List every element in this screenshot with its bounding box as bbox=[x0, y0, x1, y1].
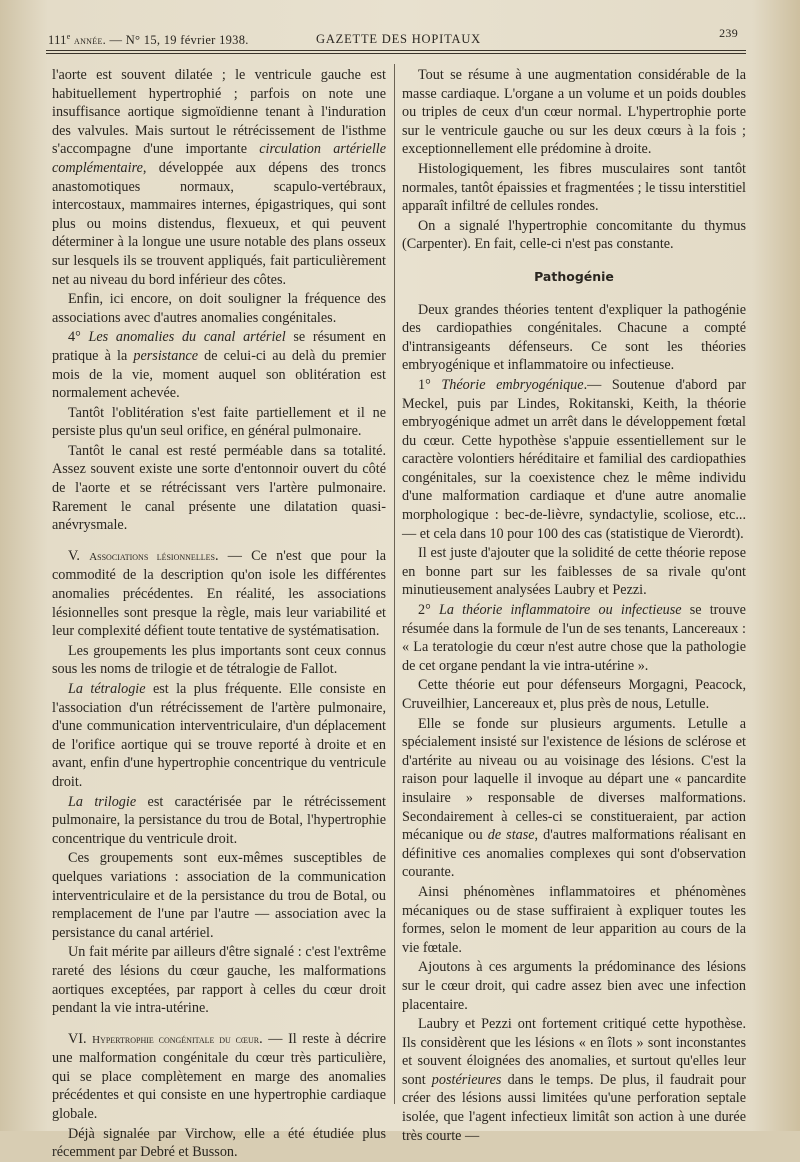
paragraph: Ajoutons à ces arguments la prédominance des lésions sur le cœur droit, qui cadre assez bien avec une infection placentaire. bbox=[402, 959, 746, 1013]
column-divider bbox=[394, 64, 395, 1104]
paragraph: Il est juste d'ajouter que la solidité de cette théorie repose en bonne part sur les faiblesses de sa rivale qu'ont minutieusement analysées Laubry et Pezzi. bbox=[402, 545, 746, 599]
page-number: 239 bbox=[719, 26, 738, 40]
paragraph: Deux grandes théories tentent d'expliquer la pathogénie des cardiopathies congénitales. Chacune a compté d'intransigeants défenseurs. Ce sont les théories embryogénique et inflammatoire ou infectieuse. bbox=[402, 301, 746, 374]
paragraph: l'aorte est souvent dilatée ; le ventricule gauche est habituellement hypertrophié ; parfois on note une insuffisance aortique sigmoïdienne tenant à l'induration des valvules. Mais surtout le rétrécissement de l'isthme s'accompagne d'une importante circulation artérielle complémentaire, développée aux dépens des troncs anastomotiques normaux, scapulo-vertébraux, intercostaux, mammaires internes, épigastriques, qui sont plus ou moins distendus, flexueux, et qui peuvent déterminer à la longue une usure notable des plans osseux sur lesquels ils se trouvent appliqués, fait particulièrement net au niveau du bord inférieur des côtes. bbox=[52, 67, 386, 288]
page-header bbox=[48, 26, 748, 50]
section-title: Associations lésionnelles bbox=[89, 550, 215, 563]
right-column bbox=[402, 66, 746, 1144]
section-title: Hypertrophie congénitale du cœur bbox=[92, 1033, 260, 1046]
issue-info: 111e année. — N° 15, 19 février 1938. bbox=[48, 32, 249, 48]
journal-title: GAZETTE DES HOPITAUX bbox=[316, 32, 481, 46]
paragraph: Déjà signalée par Virchow, elle a été étudiée plus récemment par Debré et Busson. bbox=[52, 1125, 386, 1161]
paragraph: Ainsi phénomènes inflammatoires et phénomènes mécaniques ou de stase suffiraient à expliquer toutes les formes, selon le moment de leur apparition au cours de la vie fœtale. bbox=[402, 883, 746, 956]
paragraph: Un fait mérite par ailleurs d'être signalé : c'est l'extrême rareté des lésions du cœur gauche, les malformations aortiques exceptées, par rapport à celles du cœur droit pendant la vie intra-utérine. bbox=[52, 944, 386, 1017]
paragraph: Tout se résume à une augmentation considérable de la masse cardiaque. L'organe a un volume et un poids doubles ou triples de ceux d'un cœur normal. L'hypertrophie porte sur le ventricule gauche ou sur les deux cœurs à la fois ; exceptionnellement elle prédomine à droite. bbox=[402, 67, 746, 158]
paragraph: Tantôt le canal est resté perméable dans sa totalité. Assez souvent existe une sorte d'entonnoir ouvert du côté de l'aorte et se rétrécissant vers l'artère pulmonaire. Rarement le canal présente une dilatation quasi-anévrysmale. bbox=[52, 442, 386, 534]
left-column bbox=[52, 66, 387, 1161]
section-paragraph: V. Associations lésionnelles. — Ce n'est que pour la commodité de la description qu'on isole les différentes anomalies précédentes. En réalité, les associations lésionnelles sont presque la règle, mais leur variabilité et leur complexité défient toute tentative de systématisation. bbox=[52, 547, 387, 640]
paragraph: Elle se fonde sur plusieurs arguments. Letulle a spécialement insisté sur l'existence de lésions de sclérose et d'artérite au niveau ou au voisinage des lésions. C'est la raison pour laquelle il invoque au départ une « pancardite insulaire » responsable de diverses malformations. Secondairement à celles-ci se constitueraient, par action mécanique ou de stase, d'autres malformations réalisant en définitive ces anomalies complexes qui sont d'observation courante. bbox=[402, 715, 746, 881]
section-paragraph: VI. Hypertrophie congénitale du cœur. — Il reste à décrire une malformation congénitale du cœur très particulière, qui se place complètement en marge des anomalies précédentes et qui consiste en une hypertrophie cardiaque globale. bbox=[52, 1030, 386, 1123]
paragraph: On a signalé l'hypertrophie concomitante du thymus (Carpenter). En fait, celle-ci n'est pas constante. bbox=[402, 217, 746, 253]
paragraph: Tantôt l'oblitération s'est faite partiellement et il ne persiste plus qu'un seul orifice, en général pulmonaire. bbox=[52, 404, 386, 440]
paragraph: 2° La théorie inflammatoire ou infectieuse se trouve résumée dans la formule de l'un de ses tenants, Lancereaux : « La teratologie du cœur n'est autre chose que la pathologie de cet organe pendant la vie intra-utérine ». bbox=[402, 602, 746, 674]
section-heading: Pathogénie bbox=[534, 268, 614, 284]
paragraph: Cette théorie eut pour défenseurs Morgagni, Peacock, Cruveilhier, Lancereaux et, plus près de nous, Letulle. bbox=[402, 677, 746, 712]
paragraph: 4° Les anomalies du canal artériel se résument en pratique à la persistance de celui-ci au delà du premier mois de la vie, moment auquel son oblitération est normalement achevée. bbox=[52, 329, 386, 402]
paragraph: Les groupements les plus importants sont ceux connus sous les noms de trilogie et de tétralogie de Fallot. bbox=[52, 642, 386, 678]
header-rule bbox=[46, 53, 746, 54]
paragraph: 1° Théorie embryogénique.— Soutenue d'abord par Meckel, puis par Lindes, Rokitanski, Keith, la théorie embryogénique admet un arrêt dans le développement fœtal du cœur. Cette hypothèse s'appuie essentiellement sur le caractère volontiers héréditaire et familial des cardiopathies congénitales, sur la coexistence chez le même individu d'une malformation cardiaque et d'une autre anomalie morphologique : bec-de-lièvre, syndactylie, scoliose, etc... — et cela dans 10 pour 100 des cas (statistique de Vierordt). bbox=[402, 376, 746, 542]
header-rule bbox=[46, 50, 746, 51]
paragraph: Laubry et Pezzi ont fortement critiqué cette hypothèse. Ils considèrent que les lésions « en îlots » sont inconstantes et souvent éloignées des anomalies, et surtout qu'elles leur sont postérieures dans le temps. De plus, il faudrait pour créer des lésions aussi limitées qu'une perforation septale isolée, que l'agent infectieux limitât son action à une durée très courte — bbox=[402, 1016, 746, 1144]
paragraph: La tétralogie est la plus fréquente. Elle consiste en l'association d'un rétrécissement de l'artère pulmonaire, d'une communication interventriculaire, d'un déplacement de l'orifice aortique qui se trouve reporté à droite et en avant, enfin d'une hypertrophie concentrique du ventricule droit. bbox=[52, 681, 386, 790]
paragraph: Ces groupements sont eux-mêmes susceptibles de quelques variations : association de la communication interventriculaire et de la persistance du trou de Botal, ou remplacement de l'une par l'autre — association avec la persistance du canal artériel. bbox=[52, 850, 386, 941]
paragraph: Histologiquement, les fibres musculaires sont tantôt normales, tantôt épaissies et fragmentées ; le tissu interstitiel apparaît infiltré de cellules rondes. bbox=[402, 160, 746, 215]
paragraph: Enfin, ici encore, on doit souligner la fréquence des associations avec d'autres anomalies congénitales. bbox=[52, 291, 386, 326]
paragraph: La trilogie est caractérisée par le rétrécissement pulmonaire, la persistance du trou de Botal, l'hypertrophie concentrique du ventricule droit. bbox=[52, 793, 386, 847]
